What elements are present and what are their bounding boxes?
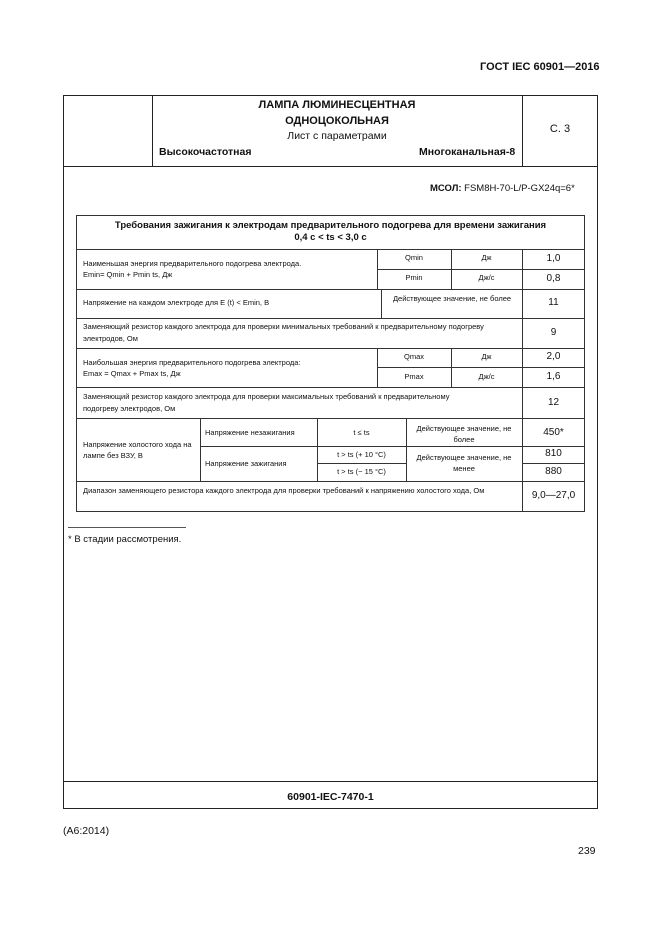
lamp-title-line2: ОДНОЦОКОЛЬНАЯ — [285, 115, 389, 127]
footer-divider — [63, 781, 598, 782]
pmin-symbol-text: Pmin — [405, 273, 423, 282]
pmax-symbol: Pmax — [404, 372, 424, 381]
pmin-unit-text: Дж/с — [478, 273, 495, 282]
pmax-value: 1,6 — [546, 371, 561, 382]
msol-designation — [430, 183, 575, 194]
edition-note: (А6:2014) — [63, 825, 110, 837]
voltage-label: Напряжение на каждом электроде для E (t) < Emin, В — [83, 298, 270, 307]
voltage-condition: Действующее значение, не более — [392, 294, 512, 303]
qmin-value: 1,0 — [546, 253, 561, 264]
footnote: * В стадии рассмотрения. — [68, 534, 182, 545]
open-circuit-label: Напряжение холостого хода на лампе без ВЗУ, В — [83, 440, 192, 460]
resistor-min-label: Заменяющий резистор каждого электрода для проверки минимальных требований к предварительному подогреву электродов, Ом — [83, 322, 484, 343]
footnote-separator — [68, 527, 186, 528]
msol-label: МСОЛ: — [430, 183, 462, 194]
resistor-range-label: Диапазон заменяющего резистора каждого электрода для проверки требований к напряжению холостого хода, Ом — [83, 486, 485, 495]
table-title-line1-text: Требования зажигания к электродам предварительного подогрева для времени зажигания — [114, 220, 547, 231]
ignition-label: Напряжение зажигания — [205, 459, 287, 468]
msol-value: FSM8H-70-L/P-GX24q=6* — [464, 183, 575, 194]
pmin-value: 0,8 — [546, 273, 561, 284]
non-ignition-label: Напряжение незажигания — [205, 428, 295, 437]
non-ignition-condition: t ≤ ts — [353, 428, 370, 437]
resistor-max-value: 12 — [547, 397, 560, 408]
table-title-block — [76, 220, 585, 244]
ignition-type: Действующее значение, не менее — [416, 453, 512, 473]
ignition-value-2: 880 — [545, 466, 562, 477]
non-ignition-type: Действующее значение, не более — [416, 424, 512, 444]
resistor-min-value: 9 — [550, 327, 557, 338]
qmax-symbol: Qmax — [403, 352, 424, 361]
max-energy-formula-text: Emax = Qmax + Pmax ts, Дж — [83, 369, 181, 378]
pmax-unit: Дж/с — [478, 372, 495, 381]
qmin-unit-text: Дж — [481, 253, 492, 262]
lamp-title-line1: ЛАМПА ЛЮМИНЕСЦЕНТНАЯ — [258, 99, 416, 111]
lamp-category-left: Высокочастотная — [159, 146, 252, 158]
qmax-unit: Дж — [481, 352, 492, 361]
sheet-type: Лист с параметрами — [287, 130, 387, 142]
resistor-range-value: 9,0—27,0 — [531, 490, 576, 501]
table-grid — [76, 215, 585, 512]
sheet-page-ref: С. 3 — [549, 123, 571, 135]
resistor-max-label: Заменяющий резистор каждого электрода для проверки максимальных требований к предварительному подогреву электродов, Ом — [83, 392, 450, 413]
min-energy-cell — [83, 258, 373, 280]
qmin-symbol-text: Qmin — [405, 253, 423, 262]
qmax-value: 2,0 — [546, 351, 561, 362]
min-energy-formula-text: Emin= Qmin + Pmin ts, Дж — [83, 270, 173, 279]
sheet-code: 60901-IEC-7470-1 — [287, 791, 374, 803]
voltage-value: 11 — [548, 297, 559, 308]
ignition-condition-1: t > ts (+ 10 °C) — [337, 450, 386, 459]
table-title-line2-text: 0,4 c < ts < 3,0 c — [294, 232, 367, 243]
non-ignition-value: 450* — [543, 427, 564, 438]
header-divider — [63, 166, 598, 167]
ignition-value-1: 810 — [545, 448, 562, 459]
max-energy-cell — [83, 357, 373, 379]
standard-designation: ГОСТ IEC 60901—2016 — [480, 61, 600, 73]
page-number: 239 — [578, 845, 596, 857]
min-energy-text: Наименьшая энергия предварительного подогрева электрода. — [83, 259, 302, 268]
ignition-condition-2: t > ts (− 15 °C) — [337, 467, 386, 476]
max-energy-text: Наибольшая энергия предварительного подогрева электрода: — [83, 358, 301, 367]
lamp-category-right: Многоканальная-8 — [419, 146, 516, 158]
